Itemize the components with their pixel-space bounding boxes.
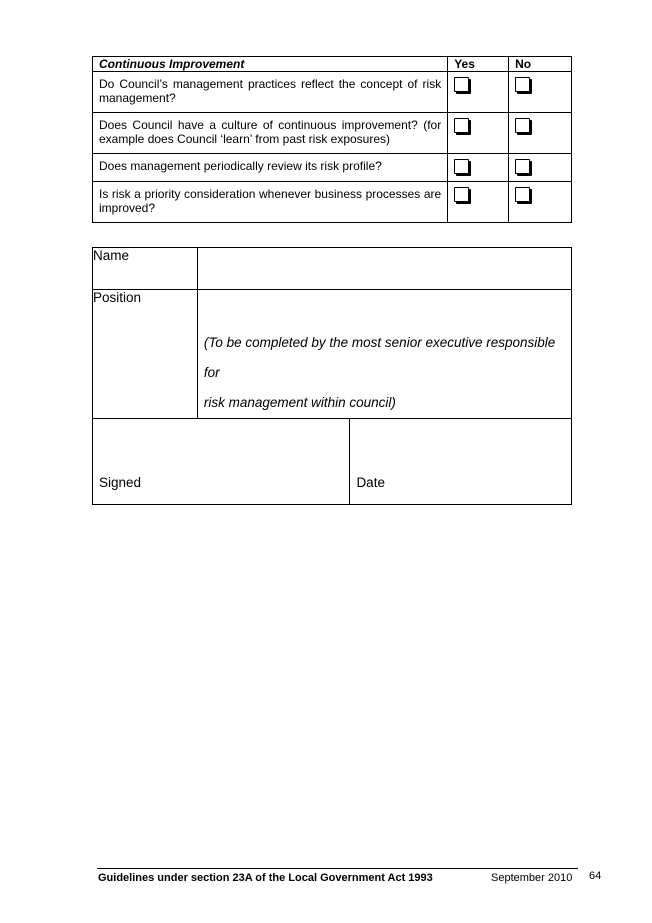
no-column-header: No bbox=[509, 57, 572, 72]
question-text: Does Council have a culture of continuous improvement? (for example does Council ‘learn’ from past risk exposures) bbox=[93, 113, 448, 154]
date-field[interactable] bbox=[350, 419, 572, 505]
signed-field[interactable] bbox=[93, 419, 350, 505]
table-header-row bbox=[93, 57, 572, 72]
no-checkbox[interactable] bbox=[515, 187, 530, 202]
question-text: Does management periodically review its risk profile? bbox=[93, 154, 448, 182]
footer-title: Guidelines under section 23A of the Local Government Act 1993 bbox=[98, 872, 433, 884]
footer-divider bbox=[97, 868, 578, 869]
yes-checkbox[interactable] bbox=[454, 118, 469, 133]
no-checkbox[interactable] bbox=[515, 159, 530, 174]
question-text: Is risk a priority consideration whenever business processes are improved? bbox=[93, 182, 448, 223]
footer-date: September 2010 bbox=[491, 872, 573, 884]
table-row bbox=[93, 72, 572, 113]
position-note: (To be completed by the most senior executive responsible for risk management within council) bbox=[203, 335, 556, 410]
question-text: Do Council’s management practices reflect the concept of risk management? bbox=[93, 72, 448, 113]
date-label: Date bbox=[356, 475, 385, 490]
yes-checkbox[interactable] bbox=[454, 159, 469, 174]
page-number: 64 bbox=[589, 870, 602, 882]
name-label: Name bbox=[93, 248, 198, 290]
signed-label: Signed bbox=[99, 475, 142, 490]
signoff-table bbox=[92, 247, 572, 505]
position-field[interactable] bbox=[197, 290, 571, 419]
table-row bbox=[93, 113, 572, 154]
name-field[interactable] bbox=[197, 248, 571, 290]
position-label: Position bbox=[93, 290, 198, 419]
table-heading: Continuous Improvement bbox=[93, 57, 448, 72]
yes-checkbox[interactable] bbox=[454, 77, 469, 92]
yes-checkbox[interactable] bbox=[454, 187, 469, 202]
continuous-improvement-table bbox=[92, 56, 572, 223]
table-row bbox=[93, 154, 572, 182]
no-checkbox[interactable] bbox=[515, 77, 530, 92]
no-checkbox[interactable] bbox=[515, 118, 530, 133]
table-row bbox=[93, 182, 572, 223]
yes-column-header: Yes bbox=[448, 57, 509, 72]
